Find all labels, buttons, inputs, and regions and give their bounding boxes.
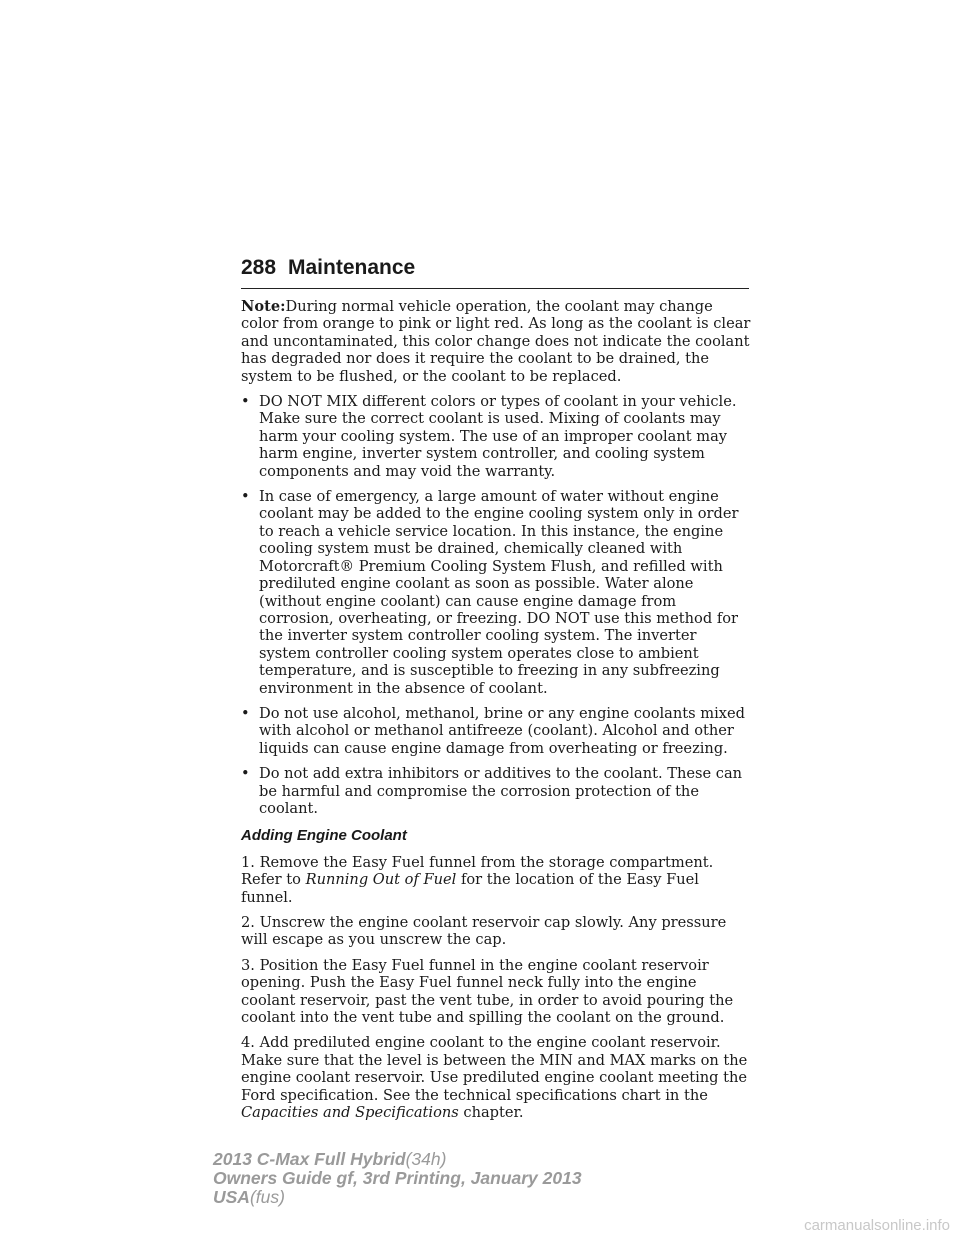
list-item	[241, 488, 751, 697]
step-4	[241, 1034, 751, 1121]
step-1	[241, 854, 751, 906]
subheading-adding-coolant: Adding Engine Coolant	[241, 827, 407, 845]
page-content	[241, 298, 751, 1129]
step-4-text: 4. Add prediluted engine coolant to the engine coolant reservoir. Make sure that the level is between the MIN and MAX marks on the engine coolant reservoir. Use prediluted engine coolant meeting the Ford specification. See the technical specifications chart in the	[241, 1034, 748, 1104]
bullet-icon: •	[241, 704, 250, 722]
footer-model-code: (34h)	[405, 1149, 447, 1169]
list-item-text: Do not use alcohol, methanol, brine or any engine coolants mixed with alcohol or methanol antifreeze (coolant). Alcohol and other liquids can cause engine damage from overheating or freezing.	[259, 704, 745, 757]
list-item	[241, 765, 751, 817]
watermark: carmanualsonline.info	[804, 1217, 950, 1234]
note-text: During normal vehicle operation, the coolant may change color from orange to pink or light red. As long as the coolant is clear and uncontaminated, this color change does not indicate the coolant has degraded nor does it require the coolant to be drained, the system to be flushed, or the coolant to be replaced.	[241, 298, 751, 385]
step-2: 2. Unscrew the engine coolant reservoir cap slowly. Any pressure will escape as you unscrew the cap.	[241, 914, 727, 949]
page-number: 288	[241, 256, 277, 279]
document-footer	[213, 1150, 582, 1207]
list-item-text: DO NOT MIX different colors or types of coolant in your vehicle. Make sure the correct coolant is used. Mixing of coolants may harm your cooling system. The use of an improper coolant may harm engine, inverter system controller, and cooling system components and may void the warranty.	[259, 393, 737, 480]
step-1-text: 1. Remove the Easy Fuel funnel from the storage compartment. Refer to	[241, 853, 714, 889]
step-3: 3. Position the Easy Fuel funnel in the engine coolant reservoir opening. Push the Easy Fuel funnel neck fully into the engine coolant reservoir, past the vent tube, in order to avoid pouring the coolant into the vent tube and spilling the coolant on the ground.	[241, 956, 734, 1027]
footer-market-code: (fus)	[249, 1187, 285, 1207]
section-title: Maintenance	[288, 256, 416, 279]
footer-market: USA	[213, 1187, 250, 1207]
list-item	[241, 705, 751, 757]
note-paragraph	[241, 298, 751, 385]
page-header	[241, 256, 749, 289]
bullet-icon: •	[241, 488, 250, 506]
cross-reference-running-out-of-fuel: Running Out of Fuel	[305, 871, 457, 889]
step-1-text-end: for the location of the Easy Fuel funnel.	[241, 871, 699, 906]
list-item	[241, 393, 751, 480]
note-label: Note:	[241, 298, 286, 315]
footer-model: 2013 C-Max Full Hybrid	[213, 1149, 406, 1169]
footer-printing: Owners Guide gf, 3rd Printing, January 2013	[213, 1168, 582, 1188]
list-item-text: Do not add extra inhibitors or additives to the coolant. These can be harmful and compromise the corrosion protection of the coolant.	[259, 765, 743, 817]
list-item-text: In case of emergency, a large amount of water without engine coolant may be added to the engine cooling system only in order to reach a vehicle service location. In this instance, the engine cooling system must be drained, chemically cleaned with Motorcraft® Premium Cooling System Flush, and refilled with prediluted engine coolant as soon as possible. Water alone (without engine coolant) can cause engine damage from corrosion, overheating, or freezing. DO NOT use this method for the inverter system controller cooling system. The inverter system controller cooling system operates close to ambient temperature, and is susceptible to freezing in any subfreezing environment in the absence of coolant.	[259, 488, 739, 697]
footer-line-1	[213, 1150, 582, 1169]
footer-line-3	[213, 1188, 582, 1207]
cross-reference-capacities: Capacities and Specifications	[241, 1104, 459, 1122]
footer-line-2	[213, 1169, 582, 1188]
step-4-text-end: chapter.	[458, 1104, 524, 1122]
bullet-icon: •	[241, 393, 250, 411]
warning-list	[241, 393, 751, 817]
bullet-icon: •	[241, 765, 250, 783]
